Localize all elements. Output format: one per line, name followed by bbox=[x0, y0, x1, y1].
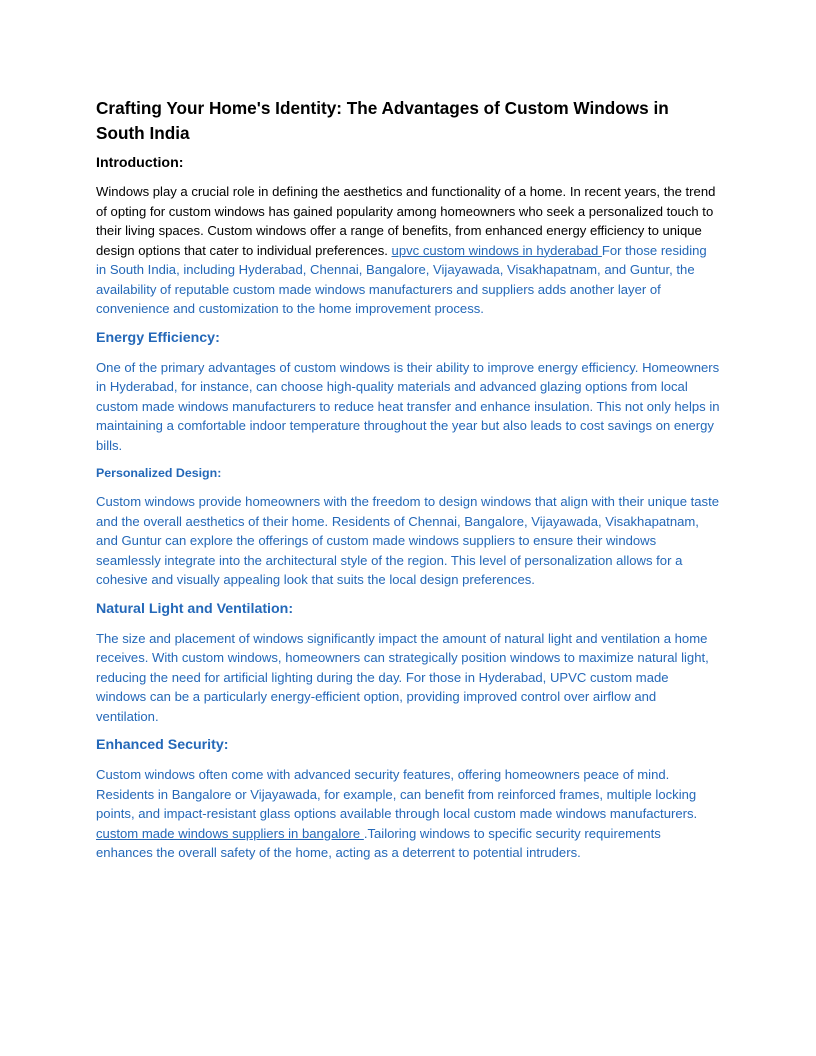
energy-efficiency-paragraph: One of the primary advantages of custom windows is their ability to improve energy efficiency. Homeowners in Hyderabad, for instance, can choose high-quality materials and advanced glazing options from local custom made windows manufacturers to reduce heat transfer and enhance insulation. This not only helps in maintaining a comfortable indoor temperature throughout the year but also leads to cost savings on energy bills. bbox=[96, 359, 720, 453]
intro-text-continued: For those residing in South India, including Hyderabad, Chennai, Bangalore, Vijayawada, Visakhapatnam, and Guntur, the availability of reputable custom made windows manufacturers and suppliers adds another layer of convenience and customization to the home improvement process. bbox=[96, 242, 707, 316]
enhanced-security-paragraph bbox=[96, 765, 720, 863]
security-text-continued: .Tailoring windows to specific security requirements enhances the overall safety of the home, acting as a deterrent to potential intruders. bbox=[96, 825, 661, 860]
upvc-hyderabad-link[interactable]: upvc custom windows in hyderabad bbox=[391, 242, 602, 258]
personalized-design-paragraph: Custom windows provide homeowners with the freedom to design windows that align with their unique taste and the overall aesthetics of their home. Residents of Chennai, Bangalore, Vijayawada, Visakhapatnam, and Guntur can explore the offerings of custom made windows suppliers to ensure their windows seamlessly integrate into the architectural style of the region. This level of personalization allows for a cohesive and visually appealing look that suits the local design preferences. bbox=[96, 494, 720, 587]
security-text: Custom windows often come with advanced security features, offering homeowners peace of mind. Residents in Bangalore or Vijayawada, for example, can benefit from reinforced frames, multiple locking points, and impact-resistant glass options available through local custom made windows manufacturers. bbox=[96, 767, 698, 821]
natural-light-paragraph: The size and placement of windows significantly impact the amount of natural light and ventilation a home receives. With custom windows, homeowners can strategically position windows to maximize natural light, reducing the need for artificial lighting during the day. For those in Hyderabad, UPVC custom made windows can be a particularly energy-efficient option, providing improved control over airflow and ventilation. bbox=[96, 630, 709, 724]
intro-heading: Introduction: bbox=[96, 155, 184, 171]
intro-paragraph bbox=[96, 182, 720, 319]
energy-efficiency-heading: Energy Efficiency: bbox=[96, 329, 220, 346]
document-title: Crafting Your Home's Identity: The Advantages of Custom Windows in South India bbox=[96, 98, 669, 143]
bangalore-suppliers-link[interactable]: custom made windows suppliers in bangalore bbox=[96, 825, 364, 841]
enhanced-security-heading: Enhanced Security: bbox=[96, 737, 229, 753]
intro-text: Windows play a crucial role in defining the aesthetics and functionality of a home. In recent years, the trend of opting for custom windows has gained popularity among homeowners who seek a personalized touch to their living spaces. Custom windows offer a range of benefits, from enhanced energy efficiency to unique design options that cater to individual preferences. bbox=[96, 184, 716, 258]
personalized-design-heading: Personalized Design: bbox=[96, 466, 222, 480]
natural-light-heading: Natural Light and Ventilation: bbox=[96, 600, 294, 617]
